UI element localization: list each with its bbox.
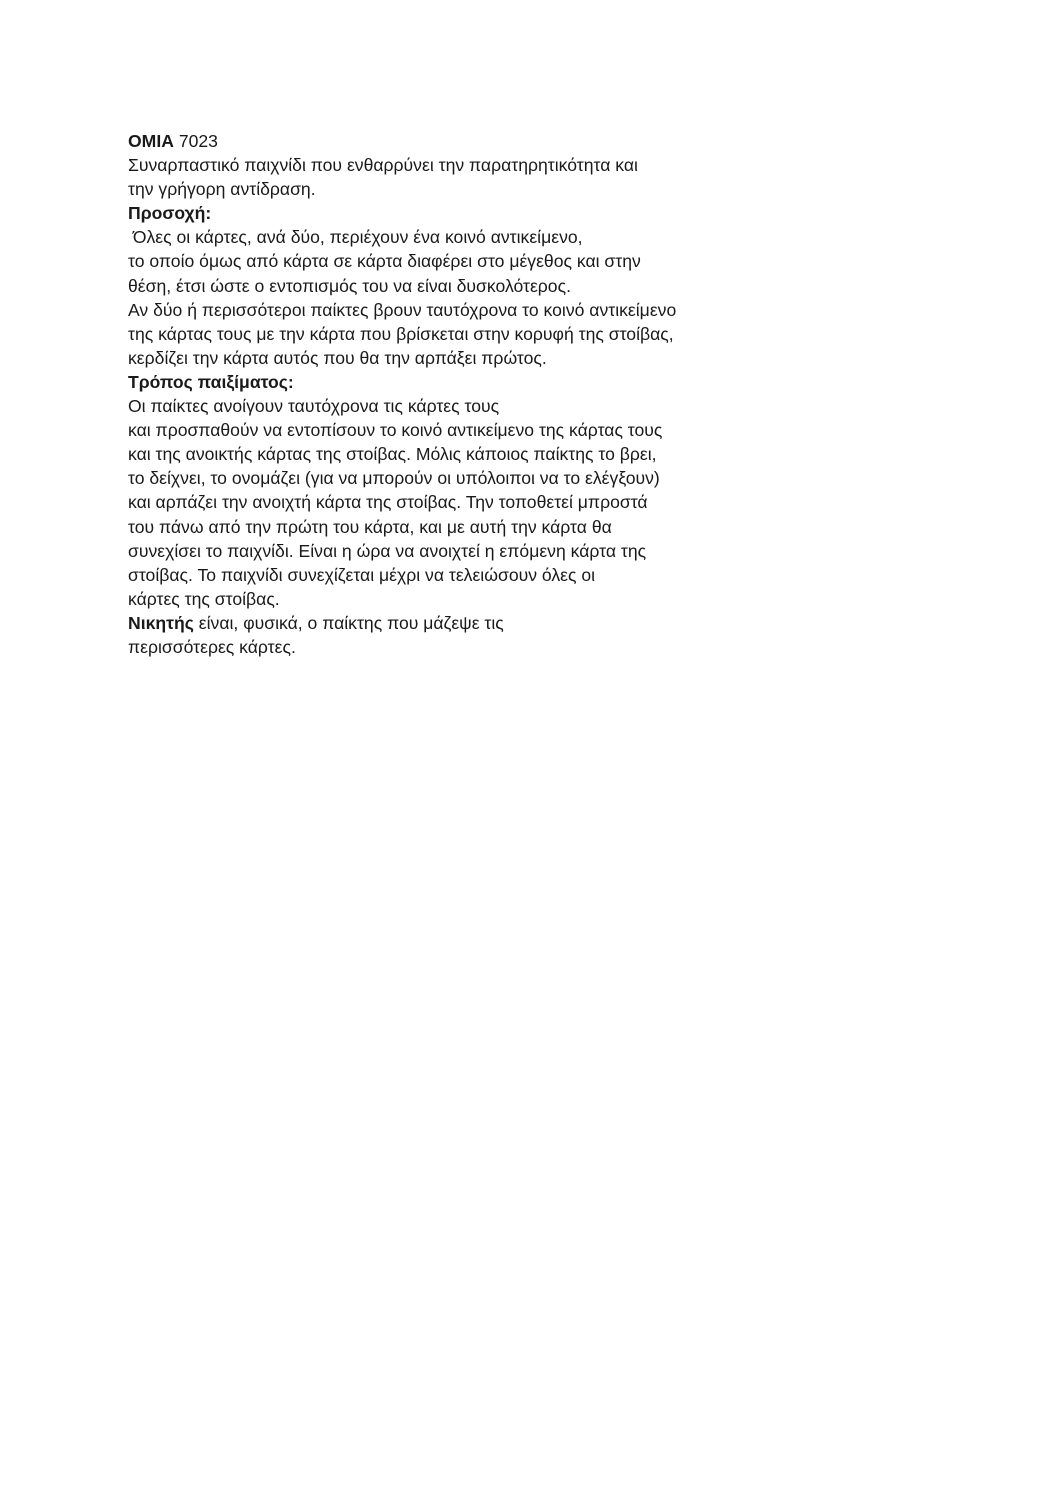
gameplay-line: και της ανοικτής κάρτας της στοίβας. Μόλις κάποιος παίκτης το βρει, <box>128 444 657 465</box>
winner-line <box>128 611 988 635</box>
gameplay-line: κάρτες της στοίβας. <box>128 588 280 609</box>
gameplay-line: και προσπαθούν να εντοπίσουν το κοινό αντικείμενο της κάρτας τους <box>128 420 663 441</box>
attention-heading: Προσοχή: <box>128 203 212 224</box>
document-body <box>128 129 988 659</box>
winner-label: Νικητής <box>128 612 194 633</box>
intro-line: την γρήγορη αντίδραση. <box>128 179 316 200</box>
winner-text: είναι, φυσικά, ο παίκτης που μάζεψε τις <box>193 612 504 633</box>
intro-line: Συναρπαστικό παιχνίδι που ενθαρρύνει την παρατηρητικότητα και <box>128 155 638 176</box>
attention-line: Όλες οι κάρτες, ανά δύο, περιέχουν ένα κοινό αντικείμενο, <box>128 227 583 248</box>
brand-name: ΟΜΙΑ <box>128 131 174 151</box>
product-code: 7023 <box>178 131 218 151</box>
attention-line: κερδίζει την κάρτα αυτός που θα την αρπάξει πρώτος. <box>128 347 547 368</box>
attention-line: θέση, έτσι ώστε ο εντοπισμός του να είναι δυσκολότερος. <box>128 275 571 296</box>
winner-continuation: περισσότερες κάρτες. <box>128 636 296 657</box>
gameplay-line: Οι παίκτες ανοίγουν ταυτόχρονα τις κάρτες τους <box>128 396 500 417</box>
attention-line: Αν δύο ή περισσότεροι παίκτες βρουν ταυτόχρονα το κοινό αντικείμενο <box>128 299 677 320</box>
gameplay-line: και αρπάζει την ανοιχτή κάρτα της στοίβας. Την τοποθετεί μπροστά <box>128 492 648 513</box>
gameplay-line: του πάνω από την πρώτη του κάρτα, και με αυτή την κάρτα θα <box>128 516 612 537</box>
attention-line: της κάρτας τους με την κάρτα που βρίσκεται στην κορυφή της στοίβας, <box>128 323 674 344</box>
gameplay-line: συνεχίσει το παιχνίδι. Είναι η ώρα να ανοιχτεί η επόμενη κάρτα της <box>128 540 647 561</box>
gameplay-line: το δείχνει, το ονομάζει (για να μπορούν οι υπόλοιποι να το ελέγξουν) <box>128 468 660 489</box>
document-title <box>128 129 988 153</box>
gameplay-line: στοίβας. Το παιχνίδι συνεχίζεται μέχρι να τελειώσουν όλες οι <box>128 564 596 585</box>
gameplay-heading: Τρόπος παιξίματος: <box>128 371 294 392</box>
attention-line: το οποίο όμως από κάρτα σε κάρτα διαφέρει στο μέγεθος και στην <box>128 251 641 272</box>
